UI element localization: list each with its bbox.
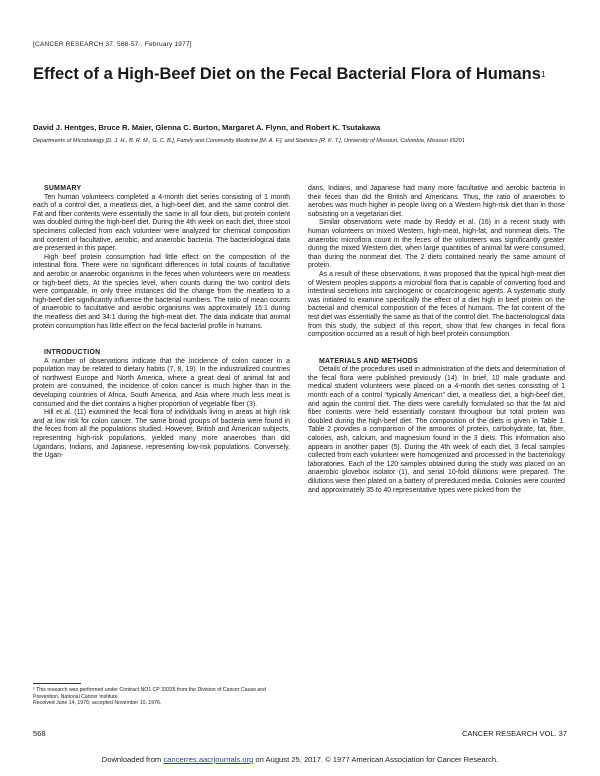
summary-paragraph: Ten human volunteers completed a 4-month diet series consisting of 1 month each of a control diet, a meatless diet, a high-beef diet, and the same control diet. Fat and fiber contents were essentially the same in all four diets, but protein content was doubled during the high-beef diet. During the 4th week on each diet, three stool specimens collected from each volunteer were analyzed for chemical composition and content of facultative, aerobic, and anaerobic bacteria. The bacteriological data are presented in this paper. [33, 193, 290, 253]
body-paragraph: dans, Indians, and Japanese had many more facultative and aerobic bacteria in their feces than did the British and Americans. Thus, the ratio of anaerobes to aerobes was much higher in people living on a Western high-risk diet than in those subsisting on a vegetarian diet. [308, 185, 565, 218]
title-footnote-mark: 1 [540, 70, 546, 79]
journal-footer: CANCER RESEARCH VOL. 37 [461, 729, 567, 738]
introduction-paragraph: Hill et al. (11) examined the fecal flora of individuals living in areas at high risk and at low risk for colon cancer. The same broad groups of bacteria were found in the feces from all the populations studied. However, British and American subjects, representing high-risk populations, yielded many more anaerobes than did Ugandans, Indians, and Japanese, representing low-risk populations. Conversely, the Ugan- [33, 409, 290, 460]
download-notice [0, 755, 600, 764]
left-column [33, 185, 290, 461]
body-paragraph: As a result of these observations, it was proposed that the typical high-meat diet of Western peoples supports a microbial flora that is capable of converting food and intestinal secretions into carcinogenic or cocarcinogenic agents. A systematic study was initiated to examine specifically the effect of a diet high in beef protein on the bacterial and chemical composition of the feces of humans. The fat content of the test diet was essentially the same as that of the control diet. The bacteriological data from this study, the subject of this report, show that few changes in fecal flora composition occurred as a result of high beef protein consumption. [308, 270, 565, 339]
download-prefix: Downloaded from [101, 755, 162, 764]
author-list: David J. Hentges, Bruce R. Maier, Glenna C. Burton, Margaret A. Flynn, and Robert K. Tsutakawa [33, 123, 381, 132]
introduction-paragraph: A number of observations indicate that the incidence of colon cancer in a population may be related to dietary habits (7, 8, 19). In the industrialized countries of northwest Europe and North America, where a great deal of animal fat and protein are consumed, the incidence of colon cancer is much higher than in the developing countries of Africa, South America, and Asia where much less meat is consumed and the diet contains a higher proportion of vegetable fiber (3). [33, 357, 290, 408]
article-title-text: Effect of a High-Beef Diet on the Fecal Bacterial Flora of Humans [33, 65, 541, 83]
summary-paragraph: High beef protein consumption had little effect on the composition of the intestinal flora. There were no significant differences in total counts of facultative and aerobic or anaerobic organisms in the feces when volunteers were on meatless or high-beef diets. At the species level, when counts during the two control diets were comparable, in only three instances did the change from the meatless to a high-beef diet significantly influence the bacterial numbers. The ratio of mean counts of anaerobic to facultative and aerobic organisms was approximately 15:1 during the meatless diet and 34:1 during the high-meat diet. The data indicate that animal protein consumption has little effect on the fecal bacterial profile in humans. [33, 253, 290, 330]
footnote-rule [33, 683, 81, 684]
footnote [33, 687, 290, 707]
summary-heading: SUMMARY [44, 185, 82, 192]
author-affiliation: Departments of Microbiology [D. J. H., B. R. M., G. C. B.], Family and Community Medicine [M. A. F.], and Statistics [R. K. T.], University of Missouri, Columbia, Missouri 65201 [33, 138, 465, 144]
page-number: 568 [33, 729, 46, 738]
footnote-funding: ¹ This research was performed under Contract NO1 CP 33335 from the Division of Cancer Cause and Prevention, National Cancer Institute. [33, 687, 267, 700]
methods-paragraph: Details of the procedures used in administration of the diets and determination of the fecal flora were published previously (14). In brief, 10 male graduate and medical student volunteers were placed on a 4-month diet series consisting of 1 month each of a control “typically American” diet, a meatless diet, a high-beef diet, and again the control diet. The diets were carefully formulated so that the fat and fiber contents were held essentially constant throughout but total protein was doubled during the high-beef diet. The composition of the diets is given in Table 1. Table 2 provides a comparison of the amounts of protein, carbohydrate, fat, fiber, calories, ash, calcium, and magnesium found in the 3 diets. This information also appears in another paper (5). During the 4th week of each diet, 3 fecal samples collected from each volunteer were homogenized and processed in the bacteriology laboratories. Each of the 120 samples obtained during the study was placed on an anaerobic glovebox isolator (1), and serial 10-fold dilutions were prepared. The dilutions were then plated on a battery of prereduced media. Colonies were counted and approximately 35 to 40 representative types were picked from the [308, 366, 565, 494]
journal-citation-header: [CANCER RESEARCH 37. 568-57·. February 1977] [33, 41, 192, 48]
body-paragraph: Similar observations were made by Reddy et al. (16) in a recent study with human volunteers on mixed Western, high-meat, high-fat, and nonmeat diets. The anaerobic microflora count in the feces of the volunteers was significantly greater during the mixed Western diet, when large quantities of animal fat were consumed, than during the nonmeat diet. The 2 diets contained nearly the same amount of protein. [308, 219, 565, 270]
footnote-received: Received June 14, 1976; accepted November 10, 1976. [33, 700, 162, 707]
methods-heading: MATERIALS AND METHODS [319, 357, 418, 365]
download-source-link[interactable]: cancerres.aacrjournals.org [163, 755, 254, 764]
article-title [33, 64, 553, 85]
right-column [308, 185, 565, 495]
introduction-heading: INTRODUCTION [44, 349, 101, 357]
download-suffix: on August 25, 2017. © 1977 American Association for Cancer Research. [255, 755, 499, 764]
